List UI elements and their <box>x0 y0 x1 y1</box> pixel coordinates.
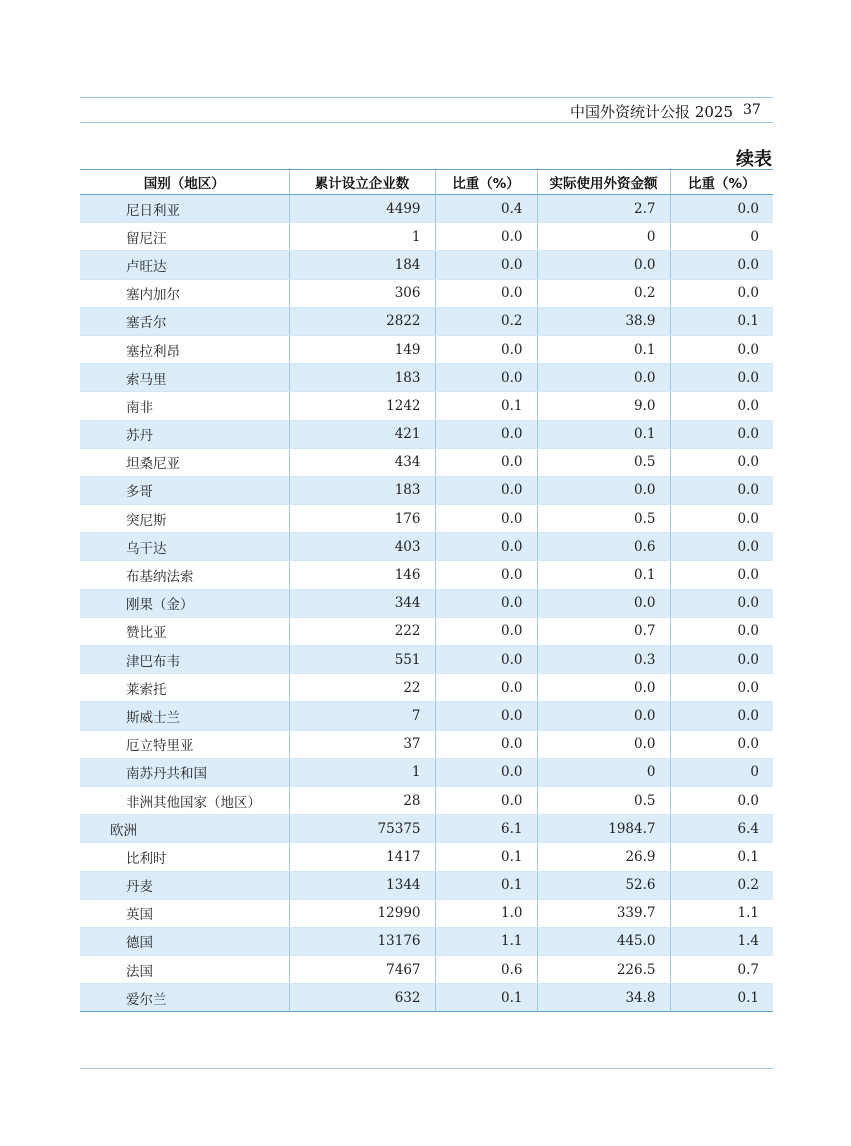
fdi-amount-cell: 0.0 <box>537 730 670 758</box>
country-name-cell: 法国 <box>80 956 289 984</box>
fdi-amount-cell: 9.0 <box>537 392 670 420</box>
table-row <box>80 927 773 955</box>
country-name-cell: 爱尔兰 <box>80 984 289 1012</box>
fdi-share-cell: 0.0 <box>670 674 773 702</box>
enterprise-share-cell: 0.0 <box>435 251 537 279</box>
enterprise-count-cell: 1417 <box>289 843 435 871</box>
country-name-cell: 丹麦 <box>80 871 289 899</box>
fdi-share-cell: 0 <box>670 758 773 786</box>
country-name-cell: 欧洲 <box>80 815 289 843</box>
enterprise-count-cell: 551 <box>289 646 435 674</box>
enterprise-count-cell: 2822 <box>289 307 435 335</box>
enterprise-share-cell: 0.0 <box>435 589 537 617</box>
table-row <box>80 561 773 589</box>
enterprise-share-cell: 0.0 <box>435 505 537 533</box>
fdi-amount-cell: 0.5 <box>537 505 670 533</box>
table-row <box>80 195 773 223</box>
fdi-amount-cell: 0 <box>537 223 670 251</box>
country-name-cell: 布基纳法索 <box>80 561 289 589</box>
table-row <box>80 899 773 927</box>
table-row <box>80 589 773 617</box>
enterprise-share-cell: 0.4 <box>435 195 537 223</box>
fdi-amount-cell: 0.3 <box>537 646 670 674</box>
table-row <box>80 420 773 448</box>
fdi-share-cell: 0.0 <box>670 279 773 307</box>
table-row <box>80 533 773 561</box>
fdi-share-cell: 0.0 <box>670 646 773 674</box>
enterprise-share-cell: 0.6 <box>435 956 537 984</box>
table-row <box>80 476 773 504</box>
enterprise-count-cell: 149 <box>289 335 435 363</box>
table-row <box>80 448 773 476</box>
fdi-amount-cell: 0.0 <box>537 674 670 702</box>
table-row <box>80 364 773 392</box>
table-row <box>80 279 773 307</box>
enterprise-share-cell: 0.1 <box>435 392 537 420</box>
fdi-share-cell: 0.0 <box>670 420 773 448</box>
fdi-share-cell: 0 <box>670 223 773 251</box>
enterprise-share-cell: 0.0 <box>435 364 537 392</box>
enterprise-share-cell: 1.1 <box>435 927 537 955</box>
enterprise-share-cell: 0.1 <box>435 871 537 899</box>
country-name-cell: 坦桑尼亚 <box>80 448 289 476</box>
country-name-cell: 留尼汪 <box>80 223 289 251</box>
fdi-amount-cell: 0.5 <box>537 448 670 476</box>
fdi-by-country-table <box>80 169 773 1012</box>
publication-title: 中国外资统计公报 2025 <box>570 103 733 121</box>
enterprise-share-cell: 0.2 <box>435 307 537 335</box>
country-name-cell: 塞舌尔 <box>80 307 289 335</box>
column-header-country: 国别（地区） <box>80 170 289 195</box>
country-name-cell: 尼日利亚 <box>80 195 289 223</box>
table-row <box>80 251 773 279</box>
fdi-amount-cell: 26.9 <box>537 843 670 871</box>
country-name-cell: 苏丹 <box>80 420 289 448</box>
table-row <box>80 674 773 702</box>
fdi-share-cell: 0.0 <box>670 392 773 420</box>
enterprise-count-cell: 7467 <box>289 956 435 984</box>
fdi-share-cell: 0.1 <box>670 984 773 1012</box>
table-row <box>80 307 773 335</box>
enterprise-count-cell: 7 <box>289 702 435 730</box>
fdi-amount-cell: 445.0 <box>537 927 670 955</box>
fdi-share-cell: 0.0 <box>670 448 773 476</box>
enterprise-count-cell: 222 <box>289 617 435 645</box>
enterprise-count-cell: 1242 <box>289 392 435 420</box>
country-name-cell: 乌干达 <box>80 533 289 561</box>
fdi-amount-cell: 0.1 <box>537 335 670 363</box>
fdi-amount-cell: 0 <box>537 758 670 786</box>
enterprise-count-cell: 403 <box>289 533 435 561</box>
table-row <box>80 730 773 758</box>
enterprise-count-cell: 13176 <box>289 927 435 955</box>
enterprise-share-cell: 0.0 <box>435 279 537 307</box>
table-row <box>80 646 773 674</box>
enterprise-share-cell: 0.0 <box>435 646 537 674</box>
fdi-amount-cell: 0.0 <box>537 364 670 392</box>
table-body <box>80 195 773 1012</box>
enterprise-count-cell: 421 <box>289 420 435 448</box>
fdi-share-cell: 6.4 <box>670 815 773 843</box>
fdi-share-cell: 0.0 <box>670 251 773 279</box>
column-header-share-fdi: 比重（%） <box>670 170 773 195</box>
fdi-amount-cell: 226.5 <box>537 956 670 984</box>
country-name-cell: 英国 <box>80 899 289 927</box>
fdi-share-cell: 0.0 <box>670 476 773 504</box>
enterprise-share-cell: 0.0 <box>435 476 537 504</box>
fdi-amount-cell: 38.9 <box>537 307 670 335</box>
footer-rule <box>80 1068 773 1069</box>
fdi-amount-cell: 52.6 <box>537 871 670 899</box>
table-row <box>80 758 773 786</box>
enterprise-share-cell: 0.0 <box>435 730 537 758</box>
enterprise-count-cell: 28 <box>289 786 435 814</box>
enterprise-share-cell: 0.0 <box>435 533 537 561</box>
fdi-share-cell: 0.0 <box>670 335 773 363</box>
fdi-share-cell: 0.0 <box>670 702 773 730</box>
enterprise-share-cell: 0.1 <box>435 843 537 871</box>
fdi-share-cell: 1.1 <box>670 899 773 927</box>
fdi-share-cell: 0.0 <box>670 730 773 758</box>
country-name-cell: 赞比亚 <box>80 617 289 645</box>
country-name-cell: 突尼斯 <box>80 505 289 533</box>
enterprise-share-cell: 0.0 <box>435 786 537 814</box>
fdi-amount-cell: 0.0 <box>537 702 670 730</box>
country-name-cell: 多哥 <box>80 476 289 504</box>
header-rule-top <box>80 97 773 98</box>
column-header-actual-fdi: 实际使用外资金额 <box>537 170 670 195</box>
enterprise-count-cell: 306 <box>289 279 435 307</box>
enterprise-count-cell: 176 <box>289 505 435 533</box>
header-rule-bottom <box>80 122 773 123</box>
enterprise-share-cell: 0.0 <box>435 448 537 476</box>
enterprise-share-cell: 6.1 <box>435 815 537 843</box>
country-name-cell: 德国 <box>80 927 289 955</box>
column-header-enterprises: 累计设立企业数 <box>289 170 435 195</box>
table-row <box>80 871 773 899</box>
fdi-amount-cell: 0.5 <box>537 786 670 814</box>
enterprise-share-cell: 0.0 <box>435 420 537 448</box>
enterprise-count-cell: 344 <box>289 589 435 617</box>
country-name-cell: 非洲其他国家（地区） <box>80 786 289 814</box>
fdi-share-cell: 0.1 <box>670 307 773 335</box>
table-row <box>80 843 773 871</box>
fdi-amount-cell: 0.0 <box>537 589 670 617</box>
enterprise-share-cell: 0.0 <box>435 617 537 645</box>
fdi-share-cell: 0.2 <box>670 871 773 899</box>
fdi-share-cell: 0.0 <box>670 561 773 589</box>
fdi-amount-cell: 1984.7 <box>537 815 670 843</box>
table-row <box>80 223 773 251</box>
enterprise-count-cell: 4499 <box>289 195 435 223</box>
enterprise-share-cell: 0.0 <box>435 702 537 730</box>
enterprise-share-cell: 0.0 <box>435 758 537 786</box>
fdi-amount-cell: 339.7 <box>537 899 670 927</box>
enterprise-share-cell: 0.0 <box>435 335 537 363</box>
fdi-amount-cell: 0.7 <box>537 617 670 645</box>
table-row <box>80 392 773 420</box>
country-name-cell: 南非 <box>80 392 289 420</box>
fdi-amount-cell: 0.0 <box>537 476 670 504</box>
fdi-amount-cell: 0.1 <box>537 561 670 589</box>
enterprise-count-cell: 183 <box>289 364 435 392</box>
fdi-amount-cell: 34.8 <box>537 984 670 1012</box>
fdi-share-cell: 0.7 <box>670 956 773 984</box>
table-header-row <box>80 170 773 195</box>
fdi-amount-cell: 0.0 <box>537 251 670 279</box>
continued-table-label: 续表 <box>736 149 772 170</box>
enterprise-count-cell: 75375 <box>289 815 435 843</box>
country-name-cell: 比利时 <box>80 843 289 871</box>
enterprise-share-cell: 0.0 <box>435 223 537 251</box>
country-name-cell: 津巴布韦 <box>80 646 289 674</box>
table-row <box>80 956 773 984</box>
enterprise-count-cell: 22 <box>289 674 435 702</box>
enterprise-count-cell: 1 <box>289 223 435 251</box>
fdi-share-cell: 1.4 <box>670 927 773 955</box>
fdi-amount-cell: 2.7 <box>537 195 670 223</box>
country-name-cell: 卢旺达 <box>80 251 289 279</box>
enterprise-count-cell: 12990 <box>289 899 435 927</box>
enterprise-share-cell: 0.0 <box>435 674 537 702</box>
fdi-share-cell: 0.0 <box>670 533 773 561</box>
enterprise-count-cell: 434 <box>289 448 435 476</box>
country-name-cell: 莱索托 <box>80 674 289 702</box>
table-row <box>80 505 773 533</box>
country-name-cell: 斯威士兰 <box>80 702 289 730</box>
country-name-cell: 索马里 <box>80 364 289 392</box>
fdi-amount-cell: 0.6 <box>537 533 670 561</box>
table-row <box>80 786 773 814</box>
enterprise-count-cell: 183 <box>289 476 435 504</box>
country-name-cell: 刚果（金） <box>80 589 289 617</box>
table-row <box>80 702 773 730</box>
country-name-cell: 塞内加尔 <box>80 279 289 307</box>
enterprise-count-cell: 146 <box>289 561 435 589</box>
enterprise-count-cell: 1 <box>289 758 435 786</box>
fdi-amount-cell: 0.2 <box>537 279 670 307</box>
country-name-cell: 厄立特里亚 <box>80 730 289 758</box>
table-row <box>80 335 773 363</box>
country-name-cell: 塞拉利昂 <box>80 335 289 363</box>
fdi-share-cell: 0.0 <box>670 589 773 617</box>
enterprise-share-cell: 0.1 <box>435 984 537 1012</box>
country-name-cell: 南苏丹共和国 <box>80 758 289 786</box>
fdi-share-cell: 0.0 <box>670 364 773 392</box>
table-row <box>80 617 773 645</box>
fdi-share-cell: 0.1 <box>670 843 773 871</box>
table-row <box>80 815 773 843</box>
fdi-amount-cell: 0.1 <box>537 420 670 448</box>
fdi-share-cell: 0.0 <box>670 786 773 814</box>
enterprise-share-cell: 0.0 <box>435 561 537 589</box>
table-row <box>80 984 773 1012</box>
enterprise-share-cell: 1.0 <box>435 899 537 927</box>
enterprise-count-cell: 37 <box>289 730 435 758</box>
fdi-share-cell: 0.0 <box>670 505 773 533</box>
fdi-share-cell: 0.0 <box>670 617 773 645</box>
page-number: 37 <box>743 102 761 118</box>
enterprise-count-cell: 1344 <box>289 871 435 899</box>
enterprise-count-cell: 184 <box>289 251 435 279</box>
enterprise-count-cell: 632 <box>289 984 435 1012</box>
column-header-share-enterprises: 比重（%） <box>435 170 537 195</box>
fdi-share-cell: 0.0 <box>670 195 773 223</box>
